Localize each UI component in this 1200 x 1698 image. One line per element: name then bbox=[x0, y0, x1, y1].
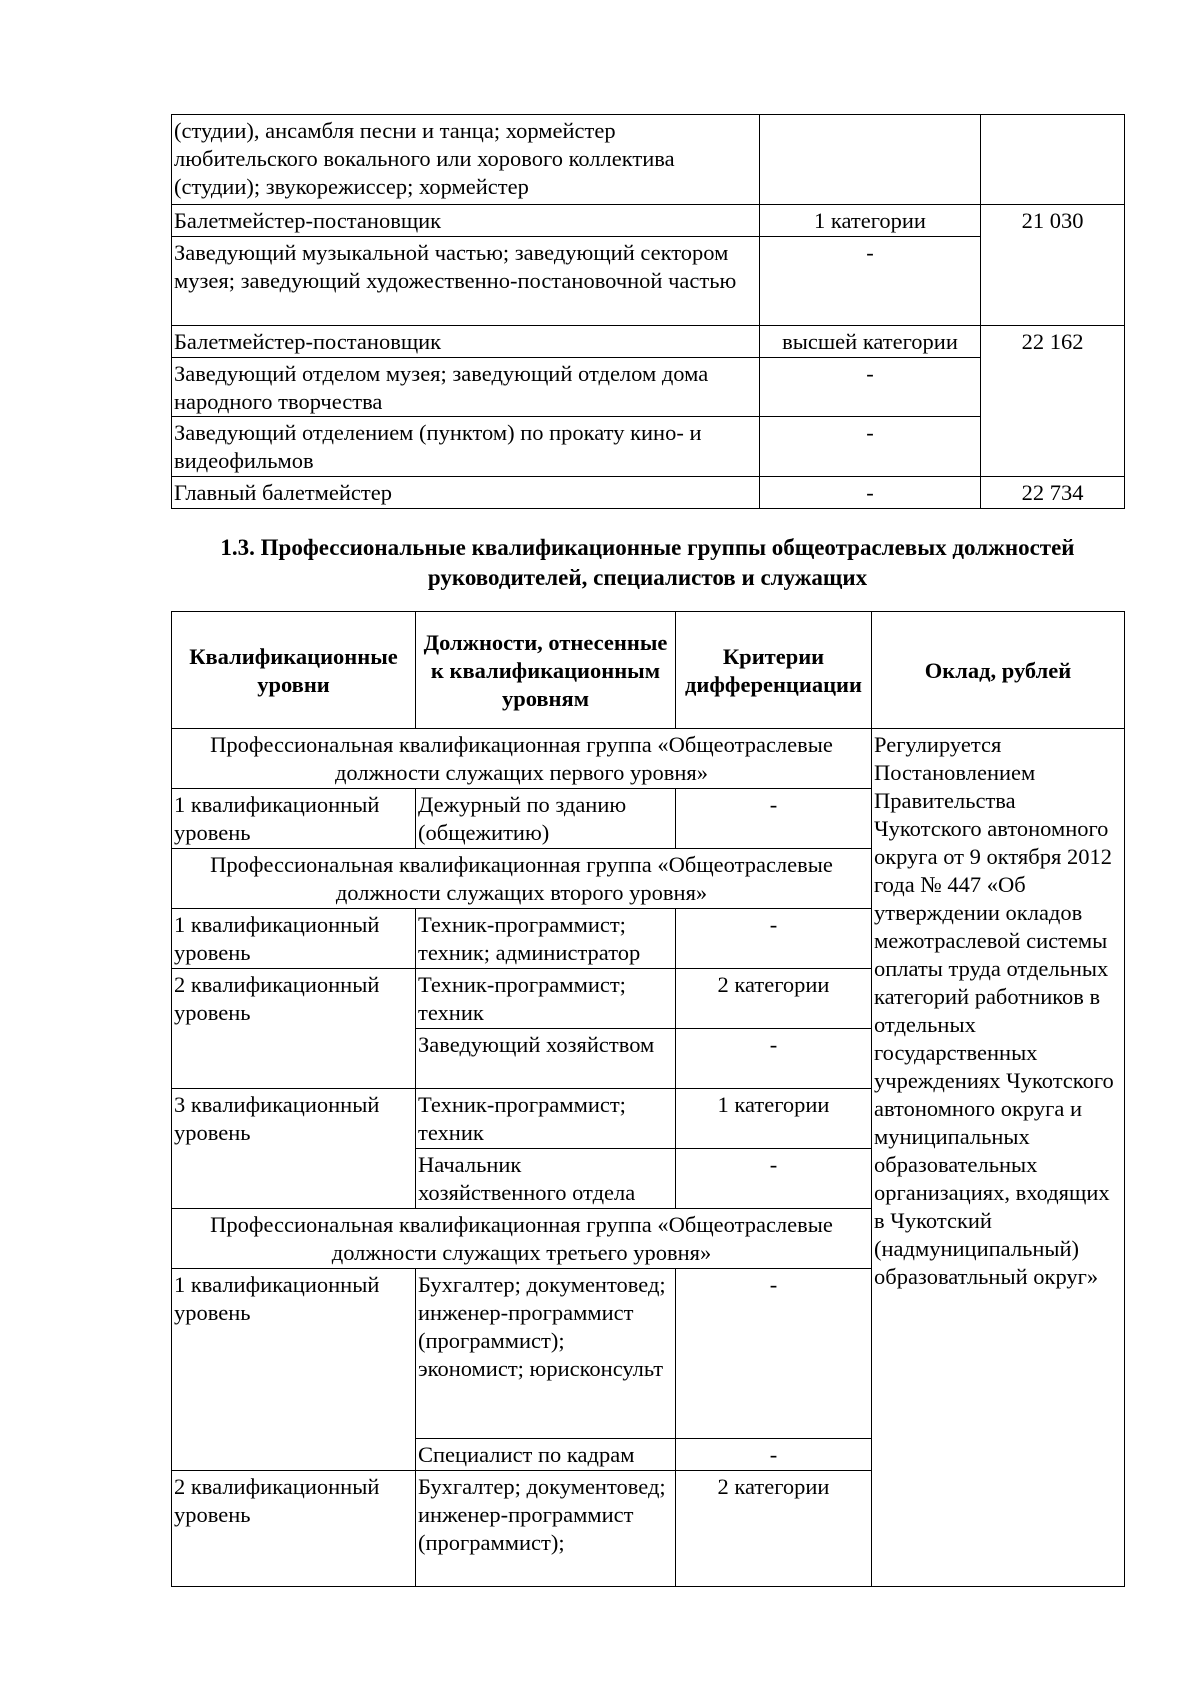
section-heading bbox=[171, 533, 1124, 593]
position-cell: Техник-программист; техник bbox=[416, 1089, 676, 1149]
criteria-cell: 1 категории bbox=[760, 205, 981, 237]
salary-cell bbox=[981, 115, 1125, 205]
criteria-cell: 2 категории bbox=[676, 1471, 872, 1587]
position-cell: Специалист по кадрам bbox=[416, 1439, 676, 1471]
header-criteria: Критерии дифференциации bbox=[676, 612, 872, 729]
qualification-groups-table bbox=[171, 611, 1125, 1587]
level-cell: 2 квалификационный уровень bbox=[172, 969, 416, 1089]
criteria-cell: - bbox=[676, 1439, 872, 1471]
criteria-cell: 2 категории bbox=[676, 969, 872, 1029]
group-row bbox=[172, 729, 1125, 789]
salary-cell: 21 030 bbox=[981, 205, 1125, 326]
section-heading-line1: 1.3. Профессиональные квалификационные группы общеотраслевых должностей bbox=[220, 535, 1075, 560]
table-row bbox=[172, 477, 1125, 509]
position-cell: Заведующий музыкальной частью; заведующий сектором музея; заведующий художественно-постановочной частью bbox=[172, 237, 760, 326]
position-cell: Заведующий отделом музея; заведующий отделом дома народного творчества bbox=[172, 358, 760, 417]
section-heading-line2: руководителей, специалистов и служащих bbox=[427, 565, 868, 590]
position-cell: Техник-программист; техник; администратор bbox=[416, 909, 676, 969]
header-positions: Должности, отнесенные к квалификационным уровням bbox=[416, 612, 676, 729]
position-cell: Заведующий хозяйством bbox=[416, 1029, 676, 1089]
position-cell: Бухгалтер; документовед; инженер-программист (программист); экономист; юрисконсульт bbox=[416, 1269, 676, 1439]
position-cell: Техник-программист; техник bbox=[416, 969, 676, 1029]
level-cell: 1 квалификационный уровень bbox=[172, 909, 416, 969]
criteria-cell: высшей категории bbox=[760, 326, 981, 358]
header-salary: Оклад, рублей bbox=[872, 612, 1125, 729]
level-cell: 1 квалификационный уровень bbox=[172, 789, 416, 849]
positions-table-continued bbox=[171, 114, 1125, 509]
position-cell: Заведующий отделением (пунктом) по прокату кино- и видеофильмов bbox=[172, 417, 760, 477]
criteria-cell: - bbox=[760, 477, 981, 509]
criteria-cell: - bbox=[760, 417, 981, 477]
criteria-cell: - bbox=[676, 1029, 872, 1089]
criteria-cell: - bbox=[676, 1269, 872, 1439]
level-cell: 1 квалификационный уровень bbox=[172, 1269, 416, 1471]
position-cell: Начальник хозяйственного отдела bbox=[416, 1149, 676, 1209]
position-cell: (студии), ансамбля песни и танца; хормейстер любительского вокального или хорового коллектива (студии); звукорежиссер; хормейстер bbox=[172, 115, 760, 205]
criteria-cell bbox=[760, 115, 981, 205]
salary-cell: 22 162 bbox=[981, 326, 1125, 477]
position-cell: Бухгалтер; документовед; инженер-программист (программист); bbox=[416, 1471, 676, 1587]
table-row bbox=[172, 326, 1125, 358]
group-title: Профессиональная квалификационная группа «Общеотраслевые должности служащих первого уровня» bbox=[172, 729, 872, 789]
criteria-cell: - bbox=[676, 1149, 872, 1209]
salary-note: Регулируется Постановлением Правительства Чукотского автономного округа от 9 октября 2012 года № 447 «Об утверждении окладов межотраслевой системы оплаты труда отдельных категорий работников в отдельных государственных учреждениях Чукотского автономного округа и муниципальных образовательных организациях, входящих в Чукотский (надмуниципальный) образоватльный округ» bbox=[872, 729, 1125, 1587]
table-row bbox=[172, 115, 1125, 205]
position-cell: Балетмейстер-постановщик bbox=[172, 326, 760, 358]
criteria-cell: - bbox=[676, 909, 872, 969]
table-header-row bbox=[172, 612, 1125, 729]
table-row bbox=[172, 205, 1125, 237]
header-levels: Квалификационные уровни bbox=[172, 612, 416, 729]
criteria-cell: 1 категории bbox=[676, 1089, 872, 1149]
criteria-cell: - bbox=[760, 237, 981, 326]
criteria-cell: - bbox=[760, 358, 981, 417]
position-cell: Дежурный по зданию (общежитию) bbox=[416, 789, 676, 849]
criteria-cell: - bbox=[676, 789, 872, 849]
salary-cell: 22 734 bbox=[981, 477, 1125, 509]
position-cell: Главный балетмейстер bbox=[172, 477, 760, 509]
level-cell: 3 квалификационный уровень bbox=[172, 1089, 416, 1209]
group-title: Профессиональная квалификационная группа «Общеотраслевые должности служащих второго уровня» bbox=[172, 849, 872, 909]
position-cell: Балетмейстер-постановщик bbox=[172, 205, 760, 237]
group-title: Профессиональная квалификационная группа «Общеотраслевые должности служащих третьего уровня» bbox=[172, 1209, 872, 1269]
level-cell: 2 квалификационный уровень bbox=[172, 1471, 416, 1587]
